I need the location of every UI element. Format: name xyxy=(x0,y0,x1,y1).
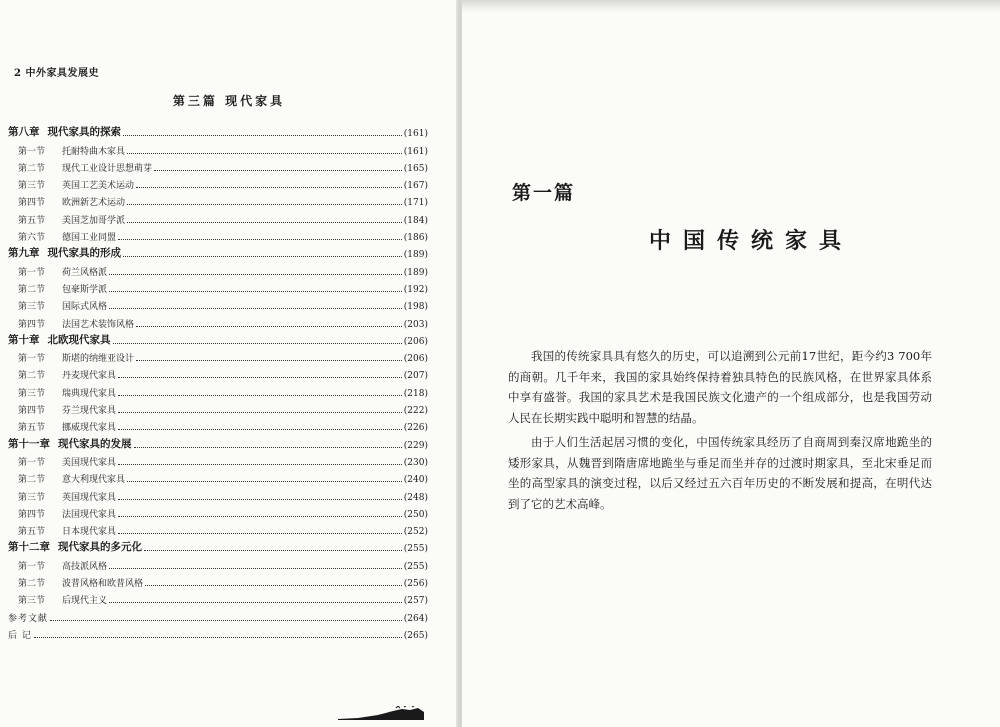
toc-title: 德国工业同盟 xyxy=(62,233,117,244)
toc-leader-dots xyxy=(127,203,402,205)
toc-page-number: (226) xyxy=(403,423,428,434)
toc-leader-dots xyxy=(34,636,402,638)
toc-leader-dots xyxy=(50,619,402,621)
body-text xyxy=(508,346,932,518)
toc-leader-dots xyxy=(118,532,402,534)
toc-number: 第六节 xyxy=(18,233,46,244)
toc-title: 后 记 xyxy=(8,630,32,641)
toc-number: 第十章 xyxy=(8,333,40,346)
toc-number: 第五节 xyxy=(18,215,46,226)
toc-section-row xyxy=(8,589,428,606)
toc-section-row xyxy=(8,208,428,225)
toc-leader-dots xyxy=(118,376,402,378)
toc-leader-dots xyxy=(145,584,402,586)
toc-chapter-row xyxy=(8,537,428,554)
toc-section-row xyxy=(8,485,428,502)
toc-page-number: (207) xyxy=(403,371,428,382)
toc-number: 第四节 xyxy=(18,198,46,209)
toc-page-number: (198) xyxy=(403,302,428,313)
toc-page-number: (265) xyxy=(403,630,428,641)
toc-title: 参考文献 xyxy=(8,613,49,624)
toc-number: 第四节 xyxy=(18,319,46,330)
toc-page-number: (255) xyxy=(403,544,428,555)
toc-leader-dots xyxy=(136,186,402,188)
toc-page-number: (184) xyxy=(403,215,428,226)
toc-number: 第四节 xyxy=(18,509,46,520)
toc-title: 北欧现代家具 xyxy=(47,333,111,346)
toc-title: 丹麦现代家具 xyxy=(62,371,117,382)
toc-page-number: (171) xyxy=(403,198,428,209)
toc-number: 第五节 xyxy=(18,527,46,538)
toc-number: 第三节 xyxy=(18,388,46,399)
toc-section-row xyxy=(8,554,428,571)
toc-section-row xyxy=(8,157,428,174)
toc-section-row xyxy=(8,399,428,416)
toc-title: 法国现代家具 xyxy=(62,509,117,520)
part-title: 第三篇 现代家具 xyxy=(172,94,286,108)
toc-page-number: (189) xyxy=(403,250,428,261)
toc-page-number: (230) xyxy=(403,457,428,468)
toc-leader-dots xyxy=(136,325,402,327)
toc-page-number: (240) xyxy=(403,475,428,486)
toc-number: 第一节 xyxy=(18,561,46,572)
toc-page-number: (161) xyxy=(403,129,428,140)
toc-section-row xyxy=(8,139,428,156)
toc-title: 英国工艺美术运动 xyxy=(62,181,135,192)
toc-page-number: (222) xyxy=(403,406,428,417)
toc-number: 第三节 xyxy=(18,302,46,313)
toc-page-number: (206) xyxy=(403,336,428,347)
toc-title: 包豪斯学派 xyxy=(62,284,108,295)
toc-number: 第二节 xyxy=(18,475,46,486)
toc-title: 现代工业设计思想萌芽 xyxy=(62,163,153,174)
toc-title: 英国现代家具 xyxy=(62,492,117,503)
scan-artifact-icon xyxy=(338,706,424,720)
toc-section-row xyxy=(8,468,428,485)
toc-title: 托耐特曲木家具 xyxy=(62,146,126,157)
toc-section-row xyxy=(8,191,428,208)
toc-leader-dots xyxy=(118,428,402,430)
toc-chapter-row xyxy=(8,243,428,260)
toc-number: 第二节 xyxy=(18,284,46,295)
toc-leader-dots xyxy=(109,567,402,569)
toc-page-number: (257) xyxy=(403,596,428,607)
toc-title: 意大利现代家具 xyxy=(62,475,126,486)
toc-number: 第五节 xyxy=(18,423,46,434)
toc-section-row xyxy=(8,260,428,277)
toc-chapter-row xyxy=(8,330,428,347)
toc-leader-dots xyxy=(118,463,402,465)
toc-leader-dots xyxy=(118,498,402,500)
toc-leader-dots xyxy=(127,480,402,482)
toc-title: 瑞典现代家具 xyxy=(62,388,117,399)
toc-number: 第十一章 xyxy=(8,437,50,450)
toc-leader-dots xyxy=(154,169,402,171)
toc-chapter-row xyxy=(8,122,428,139)
left-page xyxy=(0,0,458,727)
toc-leader-dots xyxy=(123,134,402,136)
toc-section-row xyxy=(8,364,428,381)
toc-number: 第九章 xyxy=(8,247,40,260)
toc-title: 挪威现代家具 xyxy=(62,423,117,434)
toc-leader-dots xyxy=(127,152,402,154)
toc-section-row xyxy=(8,295,428,312)
toc-number: 第一节 xyxy=(18,457,46,468)
toc-section-row xyxy=(8,226,428,243)
part-name: 中国传统家具 xyxy=(648,228,853,254)
toc-page-number: (167) xyxy=(403,181,428,192)
toc-number: 第二节 xyxy=(18,371,46,382)
toc-section-row xyxy=(8,312,428,329)
toc-title: 高技派风格 xyxy=(62,561,108,572)
toc-page-number: (255) xyxy=(403,561,428,572)
toc-leader-dots xyxy=(134,446,402,448)
toc-section-row xyxy=(8,174,428,191)
toc-number: 第八章 xyxy=(8,126,40,139)
toc-page-number: (264) xyxy=(403,613,428,624)
toc-page-number: (165) xyxy=(403,163,428,174)
toc-section-row xyxy=(8,503,428,520)
toc-page-number: (218) xyxy=(403,388,428,399)
toc-leader-dots xyxy=(109,273,402,275)
toc-page-number: (229) xyxy=(403,440,428,451)
toc-page-number: (256) xyxy=(403,579,428,590)
toc-number: 第一节 xyxy=(18,354,46,365)
paragraph: 我国的传统家具具有悠久的历史，可以追溯到公元前17世纪，距今约3 700年的商朝。几千年来，我国的家具始终保持着独具特色的民族风格，在世界家具体系中享有盛誉。我国的家具艺术是我国民族文化遗产的一个组成部分，也是我国劳动人民在长期实践中聪明和智慧的结晶。 xyxy=(508,349,932,425)
toc-leader-dots xyxy=(109,601,402,603)
toc-page-number: (252) xyxy=(403,527,428,538)
toc-title: 后现代主义 xyxy=(62,596,108,607)
toc-leader-dots xyxy=(127,221,402,223)
toc-title: 美国芝加哥学派 xyxy=(62,215,126,226)
toc-page-number: (192) xyxy=(403,284,428,295)
toc-leader-dots xyxy=(118,411,402,413)
toc-number: 第二节 xyxy=(18,163,46,174)
toc-section-row xyxy=(8,278,428,295)
toc-number: 第二节 xyxy=(18,579,46,590)
toc-title: 法国艺术装饰风格 xyxy=(62,319,135,330)
toc-title: 日本现代家具 xyxy=(62,527,117,538)
toc-title: 斯堪的纳维亚设计 xyxy=(62,354,135,365)
page-edge-shadow xyxy=(462,0,1000,12)
toc-title: 荷兰风格派 xyxy=(62,267,108,278)
toc-section-row xyxy=(8,416,428,433)
toc-number: 第三节 xyxy=(18,181,46,192)
toc-leader-dots xyxy=(123,255,402,257)
toc-title: 欧洲新艺术运动 xyxy=(62,198,126,209)
running-head: 2 中外家具发展史 xyxy=(14,68,99,79)
toc-page-number: (186) xyxy=(403,233,428,244)
toc-number: 第三节 xyxy=(18,492,46,503)
toc-number: 第一节 xyxy=(18,146,46,157)
toc-number: 第四节 xyxy=(18,406,46,417)
toc-title: 现代家具的探索 xyxy=(47,126,121,139)
paragraph: 由于人们生活起居习惯的变化，中国传统家具经历了自商周到秦汉席地跪坐的矮形家具，从魏晋到隋唐席地跪坐与垂足而坐并存的过渡时期家具，至北宋垂足而坐的高型家具的演变过程，以后又经过五六百年历史的不断发展和提高，在明代达到了它的艺术高峰。 xyxy=(508,435,932,511)
toc-section-row xyxy=(8,381,428,398)
table-of-contents xyxy=(8,122,428,641)
toc-title: 波普风格和欧普风格 xyxy=(62,579,144,590)
toc-title: 现代家具的多元化 xyxy=(58,541,142,554)
toc-number: 第三节 xyxy=(18,596,46,607)
toc-backmatter-row xyxy=(8,606,428,623)
toc-page-number: (250) xyxy=(403,509,428,520)
toc-leader-dots xyxy=(136,359,402,361)
toc-number: 第十二章 xyxy=(8,541,50,554)
toc-leader-dots xyxy=(109,290,402,292)
toc-title: 芬兰现代家具 xyxy=(62,406,117,417)
toc-chapter-row xyxy=(8,433,428,450)
toc-page-number: (161) xyxy=(403,146,428,157)
toc-title: 国际式风格 xyxy=(62,302,108,313)
toc-number: 第一节 xyxy=(18,267,46,278)
toc-section-row xyxy=(8,572,428,589)
toc-leader-dots xyxy=(113,342,402,344)
toc-title: 现代家具的发展 xyxy=(58,437,132,450)
toc-backmatter-row xyxy=(8,624,428,641)
toc-page-number: (189) xyxy=(403,267,428,278)
toc-page-number: (203) xyxy=(403,319,428,330)
toc-section-row xyxy=(8,347,428,364)
toc-page-number: (206) xyxy=(403,354,428,365)
toc-leader-dots xyxy=(118,238,402,240)
toc-leader-dots xyxy=(118,515,402,517)
toc-title: 现代家具的形成 xyxy=(47,247,121,260)
toc-page-number: (248) xyxy=(403,492,428,503)
part-label: 第一篇 xyxy=(512,182,576,204)
toc-title: 美国现代家具 xyxy=(62,457,117,468)
toc-leader-dots xyxy=(118,394,402,396)
toc-leader-dots xyxy=(109,307,402,309)
toc-section-row xyxy=(8,520,428,537)
toc-leader-dots xyxy=(144,549,402,551)
toc-section-row xyxy=(8,451,428,468)
